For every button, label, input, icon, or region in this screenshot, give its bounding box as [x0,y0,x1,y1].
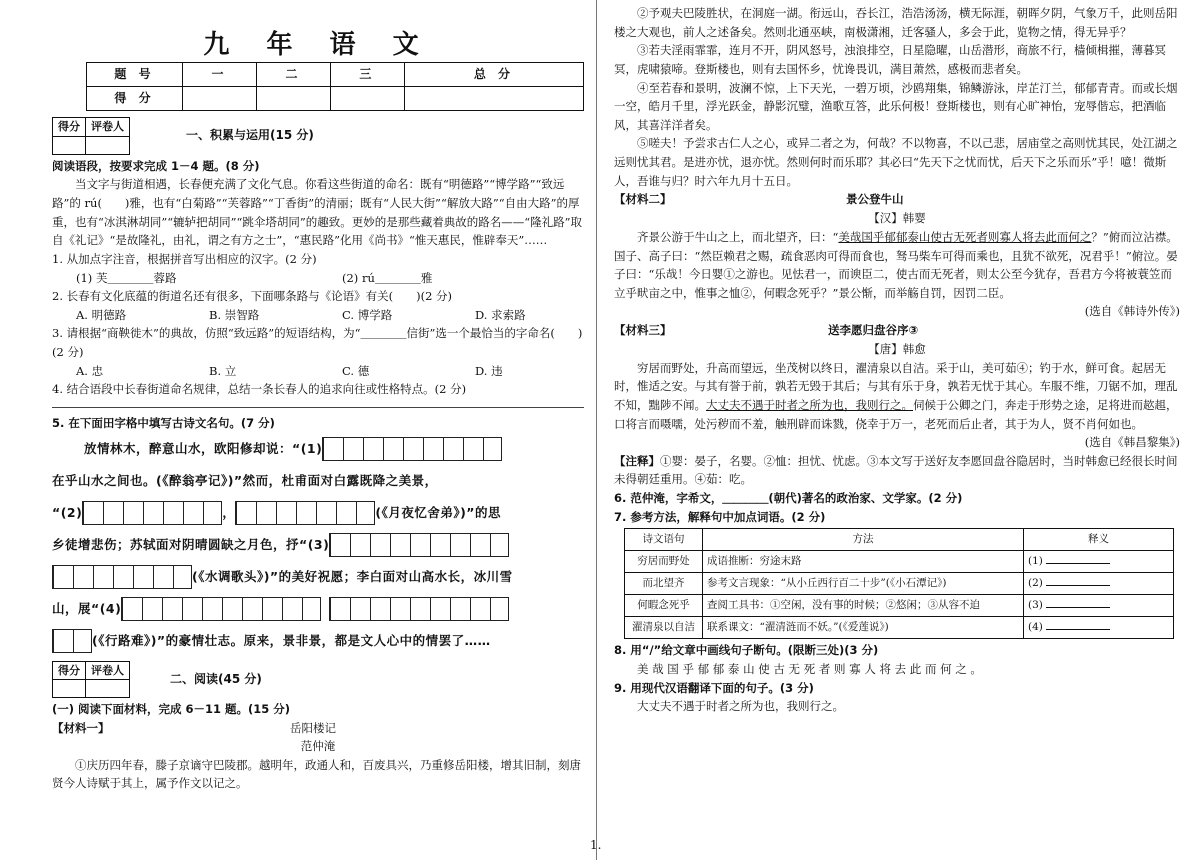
grader-blank[interactable] [53,680,86,698]
question-5-title: 5. 在下面田字格中填写古诗文名句。(7 分) [52,415,275,430]
grader-blank[interactable] [86,680,130,698]
material1-paragraph-2: ②予观夫巴陵胜状，在洞庭一湖。衔远山，吞长江，浩浩汤汤，横无际涯，朝晖夕阴，气象万千，此则岳阳楼之大观也，前人之述备矣。然则北通巫峡，南极潇湘，迁客骚人，多会于此，览物之情，得无异乎？ [614,6,1178,39]
answer-line[interactable] [1046,554,1110,564]
q7-cell: 穷居而野处 [625,551,703,573]
q5-blank-4a[interactable] [121,597,321,621]
q7-cell: 联系课文：“濯清涟而不妖。”(《爱莲说》) [703,617,1024,639]
q7-answer-num: (3) [1028,599,1043,612]
notes-label: 【注释】 [614,453,660,468]
section2-title: 二、阅读(45 分) [170,671,262,686]
q5-blank-2a[interactable] [82,501,222,525]
q7-answer-num: (2) [1028,577,1043,590]
q5-line-7 [52,625,584,657]
notes-text: ①婴：晏子，名婴。②恤：担忧、忧虑。③本文写于送好友李愿回盘谷隐居时，当时韩愈已经很长时间未得朝廷重用。④茹：吃。 [614,453,1178,487]
q2-option[interactable]: B. 崇智路 [209,307,260,322]
q7-head: 诗文语句 [625,529,703,551]
right-column [614,4,1180,716]
q5-line-2 [52,465,584,497]
material3-source: (选自《韩昌黎集》) [1084,435,1180,450]
score-row-label: 得 分 [87,87,183,111]
page-title: 九 年 语 文 [203,30,433,60]
material2-text-a: 齐景公游于牛山之上，而北望齐，曰：“ [637,229,839,244]
score-header-cell: 二 [256,63,330,87]
q5-line-5 [52,561,584,593]
q7-cell: 濯清泉以自洁 [625,617,703,639]
section1-title: 一、积累与运用(15 分) [186,128,314,143]
material1-label: 【材料一】 [52,721,110,735]
question-1-parts [52,269,584,288]
material2-author: 【汉】韩婴 [868,211,926,226]
material2-label: 【材料二】 [614,192,672,207]
q2-option[interactable]: D. 求索路 [475,307,526,322]
answer-line[interactable] [1046,598,1110,608]
score-blank-cell[interactable] [256,87,330,111]
q5-text: (《水调歌头》)”的美好祝愿；李白面对山高水长，冰川雪 [192,568,513,584]
material2-header [614,190,1180,209]
question-4: 4. 结合语段中长春街道命名规律，总结一条长春人的追求向往或性格特点。(2 分) [52,382,467,397]
section2-header [52,661,584,699]
grader-blank[interactable] [86,136,130,154]
q5-blank-4b[interactable] [329,597,509,621]
question-9: 9. 用现代汉语翻译下面的句子。(3 分) [614,680,814,695]
q5-text: 山，展“(4) [52,600,122,616]
q3-option[interactable]: B. 立 [209,363,237,378]
material3-header [614,321,1180,340]
q7-cell: 查阅工具书：①空闲，没有事的时候；②悠闲；③从容不迫 [703,595,1024,617]
q2-option[interactable]: A. 明德路 [76,307,127,322]
q5-text: (《行路难》)”的豪情壮志。原来，景非景，都是文人心中的情罢了…… [92,632,491,648]
q2-option[interactable]: C. 博学路 [342,307,393,322]
q5-blank-4c[interactable] [52,629,92,653]
question-2-options [52,306,584,325]
question-2: 2. 长春有文化底蕴的街道名还有很多，下面哪条路与《论语》有关( )(2 分) [52,289,453,304]
answer-line[interactable] [1046,620,1110,630]
material3-text [614,359,1180,434]
notes [614,452,1180,489]
material2-text [614,228,1180,303]
q7-cell: 参考文言现象：“从小丘西行百二十步”(《小石潭记》) [703,573,1024,595]
grader-score-label: 得分 [53,661,86,680]
section1-passage: 当文字与街道相遇，长春便充满了文化气息。你看这些街道的命名：既有“明德路”“博学路”“致远路”的 rú( )雅，也有“白菊路”“芙蓉路”“丁香街”的清丽；既有“人民大街”“解放大路”“自由大路”的厚重，也有“冰淇淋胡同”“辘轳把胡同”“跳伞塔胡同”的趣致。更妙的是那些藏着典故的路名——“隆礼路”取自《礼记》“是故隆礼，由礼，谓之有方之士”，“惠民路”化用《尚书》“惟天惠民，惟辟奉天”…… [52,177,583,248]
material1-paragraph-5: ⑤嗟夫！予尝求古仁人之心，或异二者之为，何哉？不以物喜，不以己悲，居庙堂之高则忧其民，处江湖之远则忧其君。是进亦忧，退亦忧。然则何时而乐耶？其必曰“先天下之忧而忧，后天下之乐而乐”乎！噫！微斯人，吾谁与归？时六年九月十五日。 [614,136,1178,188]
q7-cell: 成语推断：穷途末路 [703,551,1024,573]
question-8: 8. 用“/”给文章中画线句子断句。(限断三处)(3 分) [614,643,879,658]
q7-answer-num: (4) [1028,621,1043,634]
question-3-options [52,362,584,381]
material2-text-b: ？”俯而泣沾襟。国子、高子曰：“然臣赖君之赐，疏食恶肉可得而食也，驽马柴车可得而乘也，且犹不欲死，况君乎！”俯泣。晏子曰：“乐哉！今日婴①之游也。见怯君一，而谀臣二，使古而无死者，则太公至今犹存，吾君方今将被蓑笠而立乎畎亩之中，惟事之恤②，何暇念死乎？”景公惭，而举觞自罚，因罚二臣。 [614,229,1178,300]
material1-paragraph-3: ③若夫淫雨霏霏，连月不开，阴风怒号，浊浪排空，日星隐曜，山岳潜形，商旅不行，樯倾楫摧，薄暮冥冥，虎啸猿啼。登斯楼也，则有去国怀乡，忧谗畏讥，满目萧然，感极而悲者矣。 [614,43,1166,76]
q5-blank-3b[interactable] [52,565,192,589]
question-9-text: 大丈夫不遇于时者之所为也，我则行之。 [637,699,844,714]
q5-text: (《月夜忆舍弟》)”的思 [375,504,502,520]
material3-underlined: 大丈夫不遇于时者之所为也，我则行之。 [706,397,913,412]
q3-option[interactable]: D. 违 [475,363,503,378]
page-number: 1. [590,838,602,852]
material1-paragraph-1: ①庆历四年春，滕子京谪守巴陵郡。越明年，政通人和，百废具兴，乃重修岳阳楼，增其旧制，刻唐贤今人诗赋于其上，属予作文以记之。 [52,757,581,791]
question-7: 7. 参考方法，解释句中加点词语。(2 分) [614,509,826,524]
q5-line-1 [52,433,584,465]
score-header-cell: 一 [183,63,257,87]
material1-title: 岳阳楼记 [290,721,336,735]
q7-answer[interactable] [1024,551,1174,573]
material3-text-b: 伺候于公卿之门，奔走于形势之途，足将进而趑趄，口将言而嗫嚅，处污秽而不羞，触刑辟而诛戮，侥幸于万一，老死而后止者，其于为人，贤不肖何如也。 [614,397,1178,431]
q1-part-a: (1) 芙＿＿＿＿蓉路 [76,270,177,285]
question-3: 3. 请根据“商鞅徙木”的典故，仿照“致远路”的短语结构，为“＿＿＿＿信街”选一个最恰当的字命名( )(2 分) [52,326,583,360]
material3-title: 送李愿归盘谷序③ [828,323,919,337]
material2-underlined: 美哉国乎郁郁泰山使古无死者则寡人将去此而何之 [838,229,1092,244]
q5-blank-3a[interactable] [329,533,509,557]
q5-text: ， [222,504,236,520]
score-blank-cell[interactable] [330,87,404,111]
section2-sub: (一) 阅读下面材料，完成 6－11 题。(15 分) [52,702,291,717]
grader-blank[interactable] [53,136,86,154]
q5-blank-1a[interactable] [322,437,502,461]
question-8-text[interactable]: 美 哉 国 乎 郁 郁 泰 山 使 古 无 死 者 则 寡 人 将 去 此 而 何 之 。 [637,661,982,676]
q5-blank-2b[interactable] [235,501,375,525]
grader-box [52,117,130,155]
left-column [52,0,584,793]
q7-answer[interactable] [1024,617,1174,639]
question-6: 6. 范仲淹，字希文，＿＿＿＿(朝代)著名的政治家、文学家。(2 分) [614,491,963,505]
q5-line-6 [52,593,584,625]
material3-text-a: 穷居而野处，升高而望远，坐茂树以终日，濯清泉以自洁。采于山，美可茹④；钓于水，鲜可食。起居无时，惟适之安。与其有誉于前，孰若无毁于其后；与其有乐于身，孰若无忧于其心。车服不维，刀锯不加，理乱不知，黜陟不闻。 [614,360,1178,412]
grader-box [52,661,130,699]
q7-answer-num: (1) [1028,555,1043,568]
score-blank-cell[interactable] [404,87,583,111]
q7-cell: 而北望齐 [625,573,703,595]
q7-table [624,528,1174,639]
question-1: 1. 从加点字注音，根据拼音写出相应的汉字。(2 分) [52,251,317,266]
grader-reviewer-label: 评卷人 [86,118,130,137]
q3-option[interactable]: A. 忠 [76,363,104,378]
q1-part-b: (2) rú＿＿＿＿雅 [342,270,433,285]
q5-line-3 [52,497,584,529]
material1-author: 范仲淹 [300,739,336,753]
q3-option[interactable]: C. 德 [342,363,370,378]
material1-header [52,719,584,737]
section1-header [52,117,584,155]
score-table [86,62,584,111]
q7-head: 方法 [703,529,1024,551]
answer-line[interactable] [1046,576,1110,586]
q5-text: 在乎山水之间也。(《醉翁亭记》)”然而，杜甫面对白露既降之美景， [52,472,438,488]
q5-text: 乡徒增悲伤；苏轼面对阴晴圆缺之月色，抒“(3) [52,536,330,552]
q5-text: “(2) [52,504,83,520]
grader-score-label: 得分 [53,118,86,137]
q7-head: 释义 [1024,529,1174,551]
score-header-cell: 总 分 [404,63,583,87]
material3-label: 【材料三】 [614,323,672,337]
score-blank-cell[interactable] [183,87,257,111]
grader-reviewer-label: 评卷人 [86,661,130,680]
material3-author: 【唐】韩愈 [868,342,926,356]
score-header-cell: 三 [330,63,404,87]
q5-text: 放情林木，醉意山水，欧阳修却说：“(1) [84,440,323,456]
column-divider [596,0,597,860]
material2-title: 景公登牛山 [846,192,904,207]
section1-intro: 阅读语段，按要求完成 1－4 题。(8 分) [52,158,260,173]
q7-answer[interactable] [1024,573,1174,595]
q7-cell: 何暇念死乎 [625,595,703,617]
material2-source: (选自《韩诗外传》) [1084,304,1180,319]
score-header-cell: 题 号 [87,63,183,87]
q7-answer[interactable] [1024,595,1174,617]
section-separator [52,407,584,408]
material1-paragraph-4: ④至若春和景明，波澜不惊，上下天光，一碧万顷，沙鸥翔集，锦鳞游泳，岸芷汀兰，郁郁青青。而或长烟一空，皓月千里，浮光跃金，静影沉璧，渔歌互答，此乐何极！登斯楼也，则有心旷神怡，宠辱偕忘，把酒临风，其喜洋洋者矣。 [614,80,1178,132]
q5-line-4 [52,529,584,561]
